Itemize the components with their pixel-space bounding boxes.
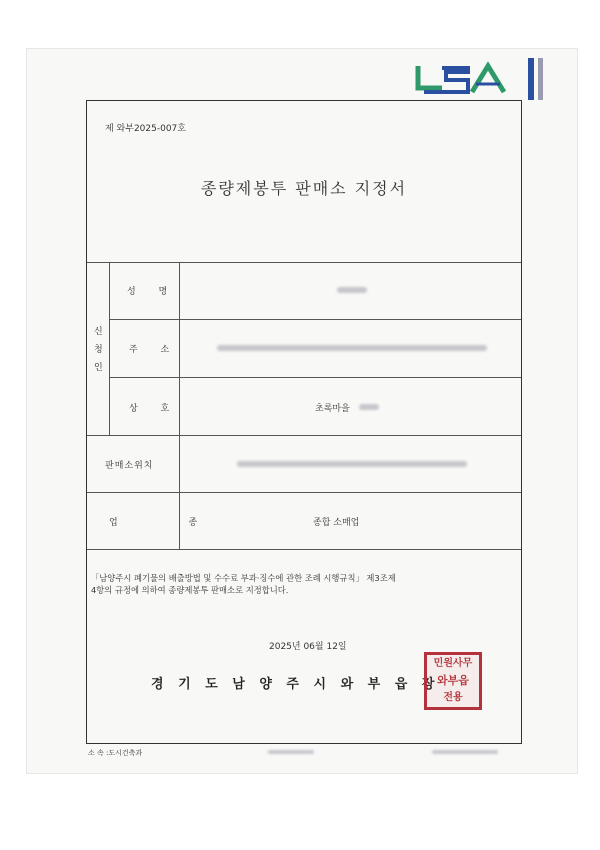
redacted-address [217,345,487,351]
department-footer: 소 속 :도시건축과 [88,749,143,757]
lsa-logo [410,58,560,100]
document-number: 제 와부2025-007호 [105,124,186,134]
redacted-name [337,287,367,293]
redacted-location [237,461,467,467]
official-seal: 민원사무 와부읍 전용 [424,652,482,710]
issuer: 경 기 도 남 양 주 시 와 부 읍 장 [151,677,440,692]
document-title: 종량제봉투 판매소 지정서 [200,179,408,198]
name-label: 성 명 [127,287,178,297]
redacted-footer-1 [268,750,314,754]
body-text-line-1: 「남양주시 폐기물의 배출방법 및 수수료 부과·징수에 관한 조례 시행규칙」 제3조제 [91,573,396,583]
certificate-frame [86,100,522,744]
redacted-business-suffix [359,404,379,410]
body-text-line-2: 4항의 규정에 의하여 종량제봉투 판매소로 지정합니다. [91,585,289,595]
location-label: 판매소위치 [105,461,154,471]
address-label: 주 소 [129,345,180,355]
issue-date: 2025년 06월 12일 [269,642,347,652]
business-type-label: 업 종 [109,518,232,528]
applicant-label: 신 청 인 [94,327,103,373]
redacted-footer-2 [432,750,498,754]
business-name-label: 상 호 [129,404,180,414]
business-type-value: 종합 소매업 [313,518,360,528]
business-name-value: 초록마을 [315,404,350,414]
